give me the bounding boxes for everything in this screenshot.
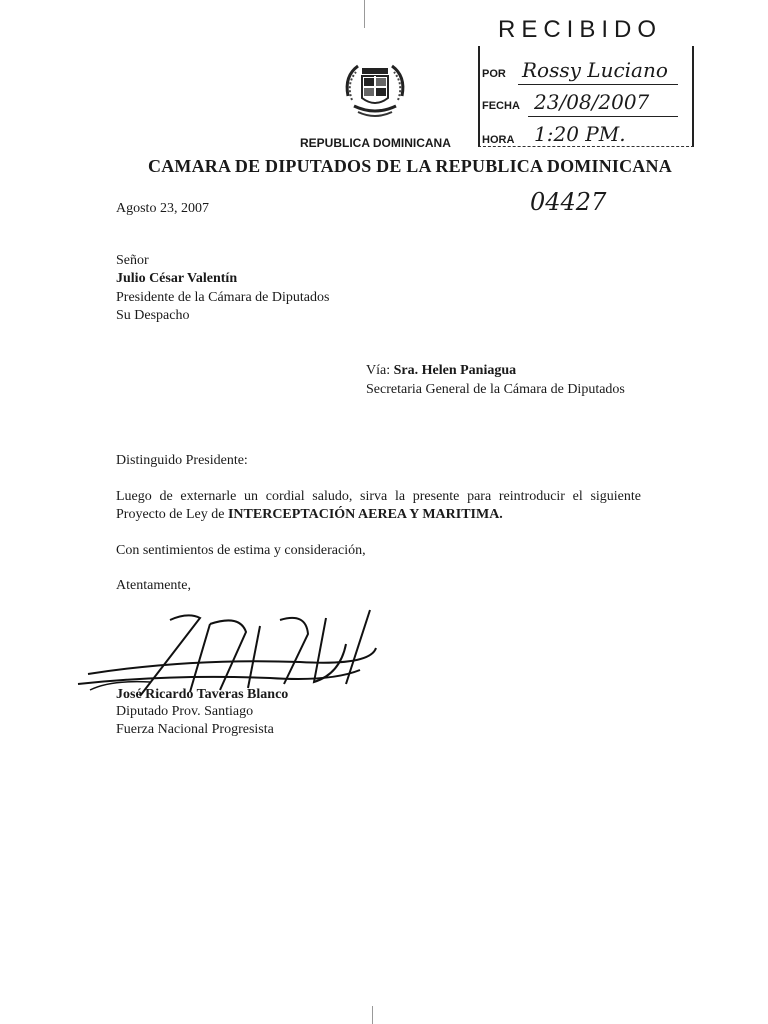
- recipient-title: Señor: [116, 253, 149, 268]
- institution-title: CAMARA DE DIPUTADOS DE LA REPUBLICA DOMINICANA: [148, 156, 672, 176]
- recipient-position: Presidente de la Cámara de Diputados: [116, 290, 330, 305]
- reference-number: 04427: [530, 188, 607, 216]
- stamp-por-rule: [518, 84, 678, 85]
- signer-title: Diputado Prov. Santiago: [116, 704, 254, 719]
- via-name: Sra. Helen Paniagua: [393, 363, 517, 378]
- bottom-fold-mark: [372, 1006, 373, 1024]
- closing-sentence: Con sentimientos de estima y consideración,: [116, 543, 366, 558]
- letter-date: Agosto 23, 2007: [116, 201, 209, 216]
- stamp-hora-value: 1:20 PM.: [534, 122, 626, 146]
- fold-mark: [364, 0, 365, 28]
- received-stamp: [468, 6, 696, 156]
- body-line-2: [116, 506, 503, 524]
- signer-party: Fuerza Nacional Progresista: [116, 722, 274, 737]
- bill-title: INTERCEPTACIÓN AEREA Y MARITIMA.: [227, 507, 503, 522]
- via-prefix: Vía:: [366, 363, 391, 378]
- via-position: Secretaria General de la Cámara de Diputados: [366, 382, 625, 397]
- coat-of-arms-emblem: [340, 56, 410, 122]
- body-line-1: Luego de externarle un cordial saludo, sirva la presente para reintroducir el siguiente: [116, 489, 641, 504]
- stamp-fecha-rule: [528, 116, 678, 117]
- recipient-office: Su Despacho: [116, 308, 190, 323]
- signer-name: José Ricardo Taveras Blanco: [116, 687, 289, 702]
- stamp-fecha-label: FECHA: [482, 100, 520, 112]
- stamp-por-value: Rossy Luciano: [522, 58, 668, 82]
- closing: Atentamente,: [116, 578, 192, 593]
- body-line-2-prefix: Proyecto de Ley de: [116, 507, 225, 522]
- stamp-hora-label: HORA: [482, 134, 515, 146]
- recipient-name: Julio César Valentín: [116, 271, 238, 286]
- stamp-title: RECIBIDO: [498, 16, 663, 43]
- stamp-fecha-value: 23/08/2007: [534, 90, 650, 114]
- stamp-por-label: POR: [482, 68, 506, 80]
- greeting: Distinguido Presidente:: [116, 453, 248, 468]
- via-line: [366, 362, 516, 380]
- country-heading: REPUBLICA DOMINICANA: [300, 136, 451, 150]
